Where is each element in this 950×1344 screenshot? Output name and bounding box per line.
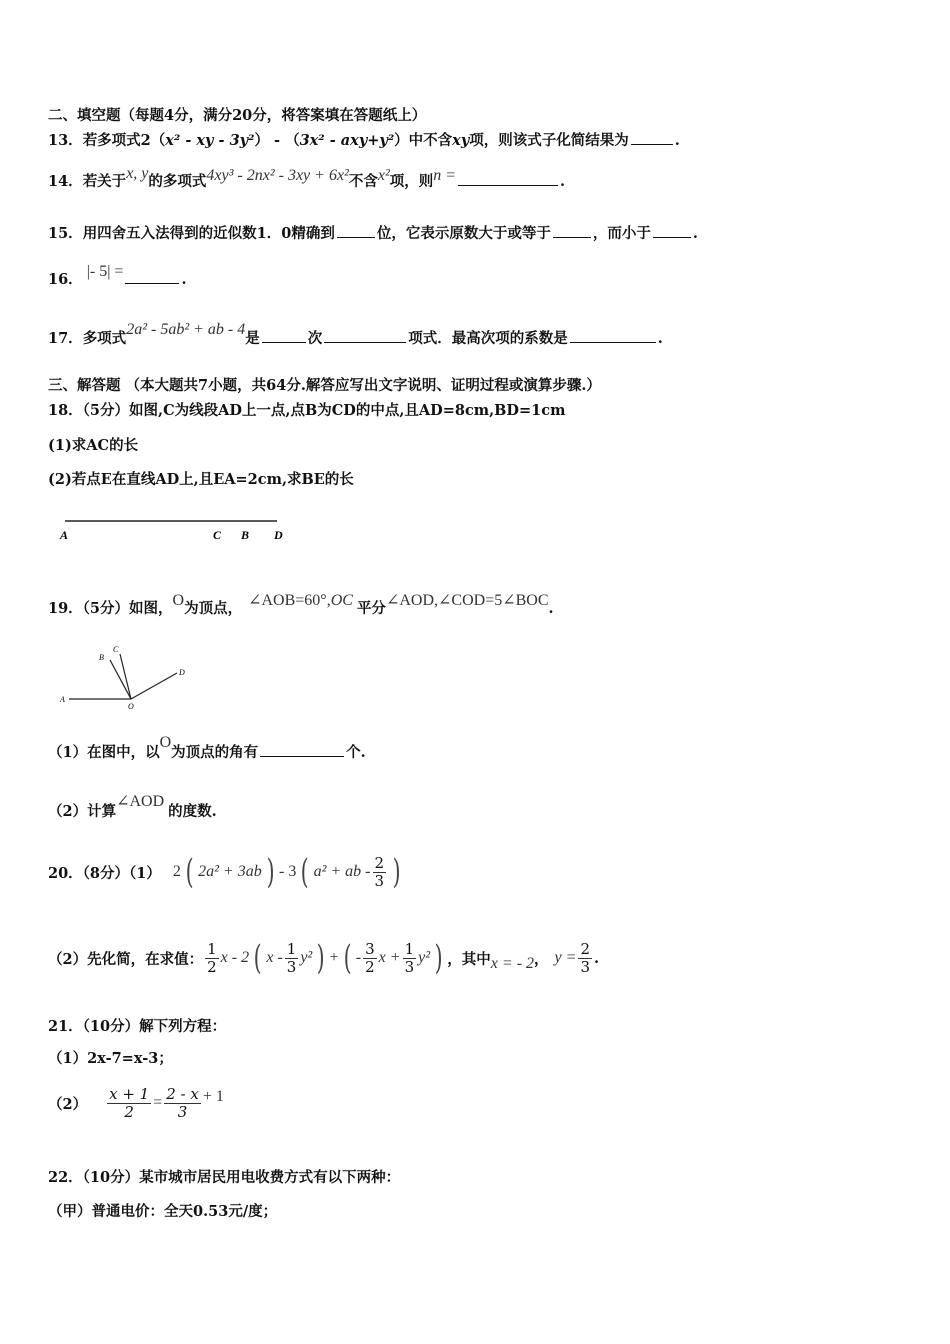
right-paren: ) bbox=[266, 852, 275, 892]
label-O: O bbox=[128, 702, 134, 711]
left-paren: ( bbox=[300, 852, 309, 892]
left-paren: ( bbox=[253, 938, 262, 978]
question-19-part1: （1）在图中，以 O 为顶点的角有 个. bbox=[48, 734, 366, 761]
fraction: $\frac{1}{2}$ bbox=[207, 939, 217, 976]
label-D: D bbox=[179, 668, 185, 677]
answer-blank[interactable] bbox=[260, 744, 344, 757]
fraction: $\frac{1}{3}$ bbox=[286, 939, 297, 976]
question-15: 15． 用四舍五入法得到的近似数1．0精确到 位，它表示原数大于或等于 ，而小于 . bbox=[48, 225, 698, 242]
ray-OC bbox=[120, 654, 131, 699]
question-18-part2: (2)若点E在直线AD上,且EA=2cm,求BE的长 bbox=[48, 471, 354, 488]
answer-blank[interactable] bbox=[324, 330, 406, 343]
label-A: A bbox=[60, 528, 69, 542]
question-13: 13． 若多项式2（ x² - xy - 3y² ） - （ 3x² - axy+y² ）中不含 xy 项，则该式子化简结果为 . bbox=[48, 132, 680, 149]
question-22-part1: （甲）普通电价：全天0.53元/度； bbox=[48, 1203, 278, 1220]
section2-heading: 二、填空题（每题4分，满分20分，将答案填在答题纸上） bbox=[48, 107, 427, 124]
question-20-part2: （2）先化简，在求值： $\frac{1}{2}$ x - 2 ( x - $\frac{1}{3}$ y² ) + ( - $\frac{3}{2}$ x + $\frac{1}{3}$ y² ) ，其中 x = - 2 ， y = $\frac{2}{3}$ . bbox=[48, 938, 600, 978]
label-C: C bbox=[113, 645, 119, 654]
question-21-part1: （1）2x-7=x-3； bbox=[48, 1050, 173, 1067]
answer-blank[interactable] bbox=[653, 225, 691, 238]
answer-blank[interactable] bbox=[337, 225, 375, 238]
label-C: C bbox=[213, 528, 222, 542]
fraction: $\frac{x + 1}{2}$ bbox=[109, 1084, 150, 1121]
question-16: 16． |- 5| = . bbox=[48, 263, 187, 288]
answer-blank[interactable] bbox=[125, 271, 179, 284]
question-18-part1: (1)求AC的长 bbox=[48, 437, 139, 454]
label-A: A bbox=[60, 695, 65, 704]
question-21-part2: （2） $\frac{x + 1}{2}$ = $\frac{2 - x}{3}$ + 1 bbox=[48, 1084, 224, 1121]
question-17: 17． 多项式 2a² - 5ab² + ab - 4 是 次 项式．最高次项的系数是 . bbox=[48, 321, 663, 347]
question-18: 18．（5分）如图,C为线段AD上一点,点B为CD的中点,且AD=8cm,BD=1cm bbox=[48, 402, 566, 419]
answer-blank[interactable] bbox=[631, 132, 673, 145]
label-B: B bbox=[99, 653, 104, 662]
fraction: $\frac{3}{2}$ bbox=[365, 939, 375, 976]
left-paren: ( bbox=[185, 852, 194, 892]
angle-figure bbox=[55, 640, 205, 715]
ray-OB bbox=[110, 660, 131, 699]
answer-blank[interactable] bbox=[553, 225, 591, 238]
segment-figure bbox=[55, 510, 305, 550]
question-19-part2: （2）计算 ∠AOD 的度数. bbox=[48, 793, 217, 820]
fraction: $\frac{2 - x}{3}$ bbox=[166, 1084, 199, 1121]
question-21: 21．（10分）解下列方程： bbox=[48, 1018, 227, 1035]
label-B: B bbox=[241, 528, 250, 542]
label-D: D bbox=[274, 528, 283, 542]
ray-OD bbox=[131, 673, 177, 699]
answer-blank[interactable] bbox=[570, 330, 656, 343]
question-14: 14． 若关于 x, y 的多项式 4xy³ - 2nx² - 3xy + 6x² 不含 x² 项，则 n = . bbox=[48, 165, 566, 190]
question-22: 22．（10分）某市城市居民用电收费方式有以下两种： bbox=[48, 1169, 401, 1186]
section3-heading: 三、解答题 （本大题共7小题，共64分.解答应写出文字说明、证明过程或演算步骤.） bbox=[48, 377, 601, 394]
question-19: 19．（5分）如图， O 为顶点， ∠AOB=60°, OC 平分 ∠AOD,∠COD=5∠BOC . bbox=[48, 592, 554, 617]
fraction: $\frac{2}{3}$ bbox=[580, 939, 590, 976]
question-20: 20．（8分）（1） 2 ( 2a² + 3ab ) - 3 ( a² + ab - $\frac{2}{3}$ ) bbox=[48, 852, 401, 892]
answer-blank[interactable] bbox=[262, 330, 306, 343]
answer-blank[interactable] bbox=[458, 173, 558, 186]
right-paren: ) bbox=[392, 852, 401, 892]
left-paren: ( bbox=[343, 938, 352, 978]
right-paren: ) bbox=[316, 938, 325, 978]
right-paren: ) bbox=[434, 938, 443, 978]
fraction: $\frac{1}{3}$ bbox=[404, 939, 415, 976]
fraction: $\frac{2}{3}$ bbox=[374, 853, 385, 890]
